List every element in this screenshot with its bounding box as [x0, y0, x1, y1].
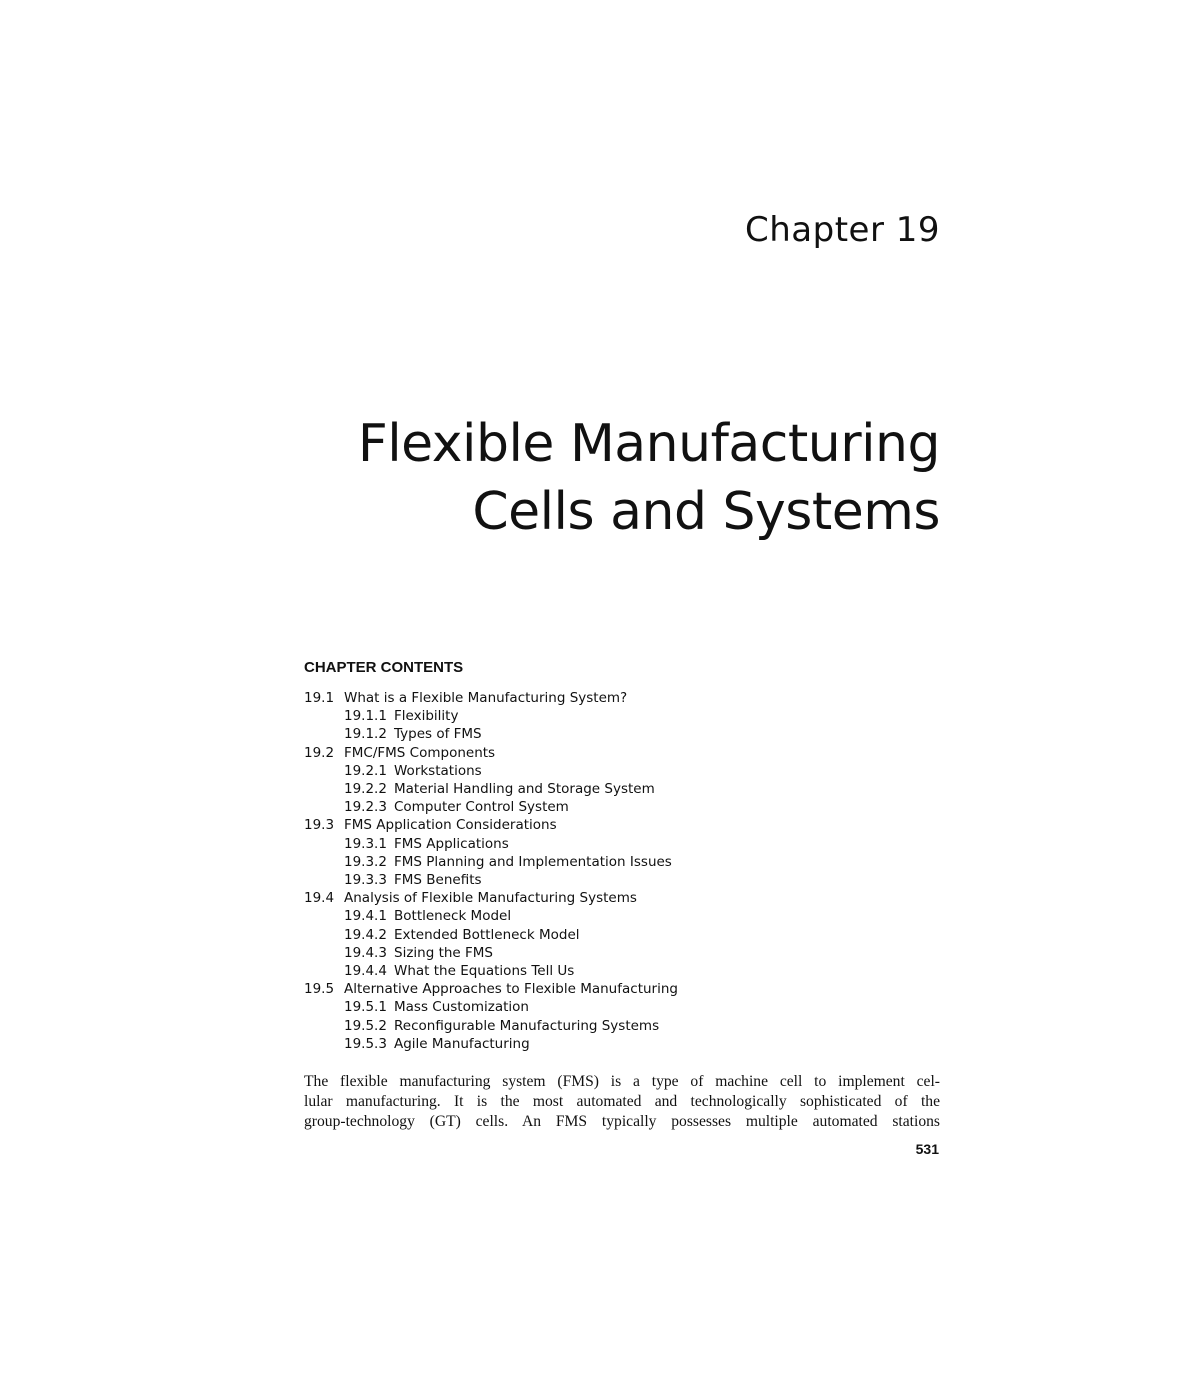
toc-subsection-item: [304, 853, 944, 871]
toc-subsection-item: [304, 1017, 944, 1035]
toc-section-item: [304, 889, 944, 907]
toc-subsection-item: [304, 871, 944, 889]
chapter-contents: [304, 657, 944, 1053]
toc-subsection-item: [304, 707, 944, 725]
toc-entry-number: 19.2.1: [344, 762, 387, 779]
toc-entry-number: 19.5.2: [344, 1017, 387, 1034]
toc-entry-number: 19.5: [304, 981, 335, 998]
toc-entry-number: 19.1: [304, 690, 335, 706]
toc-entry-number: 19.5.3: [344, 1035, 387, 1052]
toc-subsection-item: [304, 926, 944, 944]
toc-subsection-item: [304, 998, 944, 1016]
toc-subsection-item: [304, 944, 944, 962]
body-paragraph: [304, 1072, 940, 1132]
toc-entry-title: FMC/FMS Components: [344, 744, 496, 761]
toc-entry-number: 19.2.3: [344, 799, 387, 816]
chapter-title-line-2: Cells and Systems: [472, 482, 940, 542]
toc-entry-number: 19.1.1: [344, 708, 387, 725]
toc-subsection-item: [304, 762, 944, 780]
toc-section-item: [304, 689, 944, 707]
toc-entry-number: 19.4.1: [344, 908, 387, 925]
toc-entry-title: Computer Control System: [394, 799, 569, 816]
toc-entry-title: Material Handling and Storage System: [394, 781, 655, 798]
toc-entry-number: 19.4.2: [344, 926, 387, 943]
toc-entry-number: 19.3: [304, 817, 335, 834]
chapter-number-label: Chapter 19: [744, 210, 940, 250]
toc-entry-number: 19.2: [304, 744, 335, 761]
toc-entry-title: Flexibility: [394, 708, 459, 725]
toc-subsection-item: [304, 907, 944, 925]
toc-entry-number: 19.5.1: [344, 999, 387, 1016]
page-number: 531: [915, 1141, 939, 1157]
toc-entry-title: What is a Flexible Manufacturing System?: [344, 690, 628, 706]
toc-subsection-item: [304, 1035, 944, 1053]
toc-entry-number: 19.3.1: [344, 835, 387, 852]
toc-entry-number: 19.3.2: [344, 853, 387, 870]
toc-entry-title: Mass Customization: [394, 999, 529, 1016]
toc-entry-number: 19.1.2: [344, 726, 387, 743]
toc-entry-title: FMS Planning and Implementation Issues: [394, 853, 672, 870]
chapter-contents-heading: CHAPTER CONTENTS: [304, 659, 464, 676]
toc-section-item: [304, 980, 944, 998]
toc-subsection-item: [304, 780, 944, 798]
body-line-2: lular manufacturing. It is the most automated and technologically sophisticated of the: [304, 1093, 940, 1110]
toc-entry-title: Extended Bottleneck Model: [394, 926, 580, 943]
toc-section-item: [304, 816, 944, 834]
body-line-1: The flexible manufacturing system (FMS) is a type of machine cell to implement cel-: [304, 1073, 940, 1090]
toc-entry-title: FMS Application Considerations: [344, 817, 557, 834]
toc-entry-number: 19.3.3: [344, 872, 387, 889]
chapter-title: [358, 410, 940, 546]
toc-entry-title: Types of FMS: [394, 726, 482, 743]
toc-entry-title: FMS Benefits: [394, 872, 482, 889]
toc-entry-title: Reconfigurable Manufacturing Systems: [394, 1017, 660, 1034]
table-of-contents-list: [304, 689, 944, 1053]
toc-section-item: [304, 744, 944, 762]
toc-entry-title: Agile Manufacturing: [394, 1035, 530, 1052]
toc-entry-title: Bottleneck Model: [394, 908, 512, 925]
toc-subsection-item: [304, 835, 944, 853]
body-line-3: group-technology (GT) cells. An FMS typically possesses multiple automated stations: [304, 1113, 940, 1130]
toc-entry-title: Sizing the FMS: [394, 944, 494, 961]
toc-entry-number: 19.4.4: [344, 963, 387, 980]
toc-entry-title: Analysis of Flexible Manufacturing Systems: [344, 890, 637, 907]
chapter-title-line-1: Flexible Manufacturing: [357, 414, 940, 474]
toc-entry-title: FMS Applications: [394, 835, 509, 852]
toc-entry-title: What the Equations Tell Us: [394, 963, 575, 980]
toc-entry-number: 19.4: [304, 890, 335, 907]
toc-entry-number: 19.2.2: [344, 781, 387, 798]
toc-entry-title: Workstations: [394, 762, 482, 779]
toc-subsection-item: [304, 962, 944, 980]
toc-entry-number: 19.4.3: [344, 944, 387, 961]
toc-subsection-item: [304, 725, 944, 743]
toc-entry-title: Alternative Approaches to Flexible Manufacturing: [344, 981, 678, 998]
toc-subsection-item: [304, 798, 944, 816]
